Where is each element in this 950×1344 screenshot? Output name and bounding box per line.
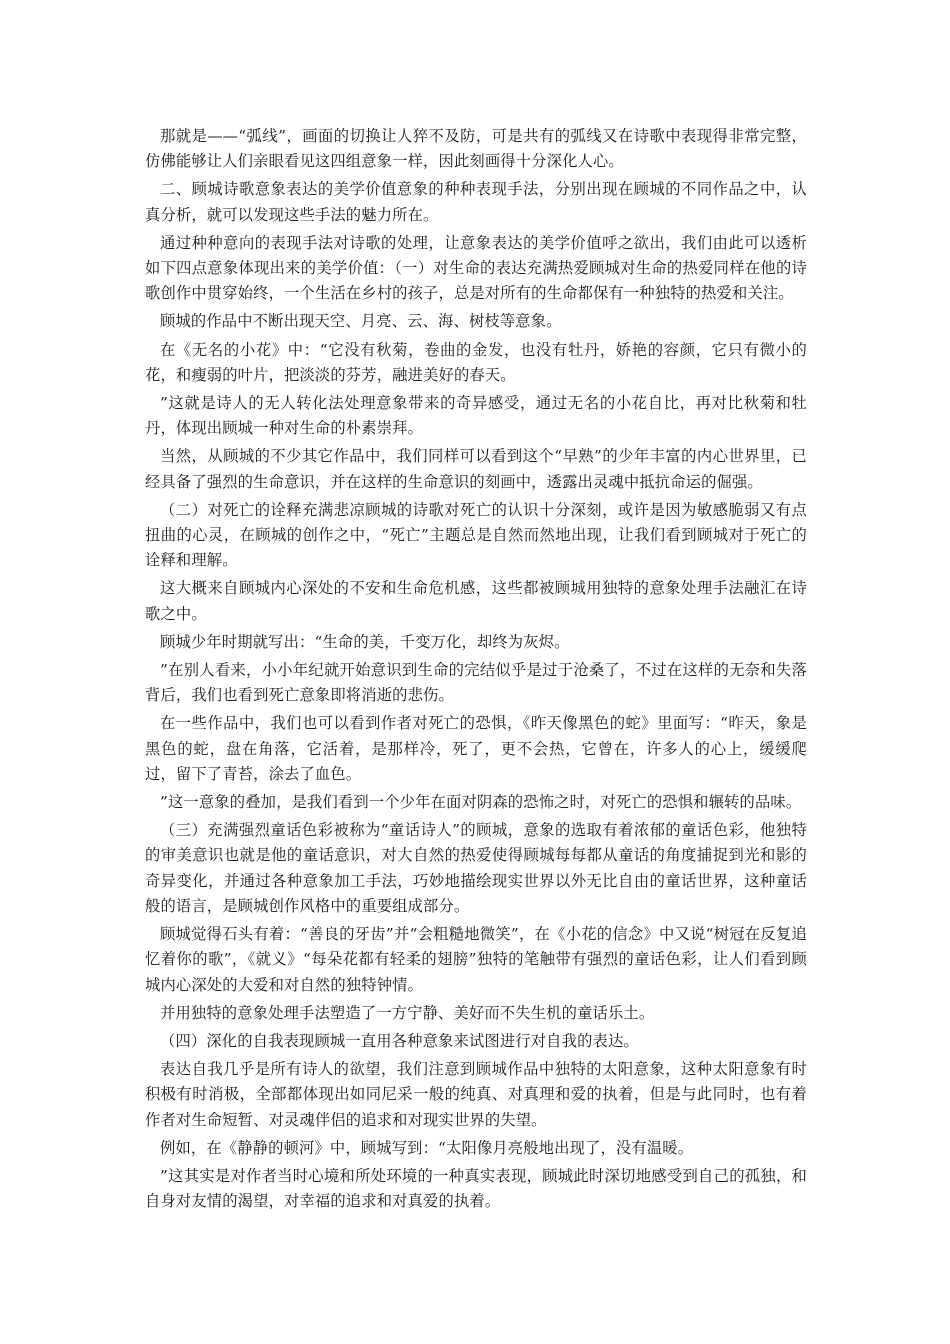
paragraph-11: ”在别人看来，小小年纪就开始意识到生命的完结似乎是过于沧桑了，不过在这样的无奈和失落背后，我们也看到死亡意象即将消逝的悲伤。	[145, 661, 807, 705]
paragraph-2: 二、顾城诗歌意象表达的美学价值意象的种种表现手法，分别出现在顾城的不同作品之中，认真分析，就可以发现这些手法的魅力所在。	[145, 180, 807, 224]
paragraph-16: 并用独特的意象处理手法塑造了一方宁静、美好而不失生机的童话乐土。	[160, 1003, 655, 1022]
paragraph-12: 在一些作品中，我们也可以看到作者对死亡的恐惧，《昨天像黑色的蛇》里面写：“昨天，象是黑色的蛇，盘在角落，它活着，是那样冷，死了，更不会热，它曾在，许多人的心上，缓缓爬过，留下了青苔，涂去了血色。	[145, 714, 807, 783]
paragraph-20: ”这其实是对作者当时心境和所处环境的一种真实表现，顾城此时深切地感受到自己的孤独，和自身对友情的渴望，对幸福的追求和对真爱的执着。	[145, 1166, 807, 1211]
paragraph-3: 通过种种意向的表现手法对诗歌的处理，让意象表达的美学价值呼之欲出，我们由此可以透析如下四点意象体现出来的美学价值：（一）对生命的表达充满热爱顾城对生命的热爱同样在他的诗歌创作中贯穿始终，一个生活在乡村的孩子，总是对所有的生命都保有一种独特的热爱和关注。	[145, 233, 807, 303]
paragraph-9: 这大概来自顾城内心深处的不安和生命危机感，这些都被顾城用独特的意象处理手法融汇在诗歌之中。	[145, 579, 807, 623]
paragraph-18: 表达自我几乎是所有诗人的欲望，我们注意到顾城作品中独特的太阳意象，这种太阳意象有时积极有时消极，全部都体现出如同尼采一般的纯真、对真理和爱的执着，但是与此同时，也有着作者对生命短暂、对灵魂伴侣的追求和对现实世界的失望。	[145, 1060, 807, 1129]
paragraph-15: 顾城觉得石头有着：“善良的牙齿”并“会粗糙地微笑”，在《小花的信念》中又说“树冠在反复追忆着你的歌”，《就义》“每朵花都有轻柔的翅膀”独特的笔触带有强烈的童话色彩，让人们看到顾城内心深处的大爱和对自然的独特钟情。	[145, 925, 807, 994]
paragraph-1: 那就是——“弧线”，画面的切换让人猝不及防，可是共有的弧线又在诗歌中表现得非常完整，仿佛能够让人们亲眼看见这四组意象一样，因此刻画得十分深化人心。	[145, 127, 807, 171]
paragraph-5: 在《无名的小花》中：“它没有秋菊，卷曲的金发，也没有牡丹，娇艳的容颜，它只有微小的花，和瘦弱的叶片，把淡淡的芬芳，融进美好的春天。	[145, 340, 807, 384]
paragraph-7: 当然，从顾城的不少其它作品中，我们同样可以看到这个“早熟”的少年丰富的内心世界里，已经具备了强烈的生命意识，并在这样的生命意识的刻画中，透露出灵魂中抵抗命运的倔强。	[145, 447, 807, 491]
paragraph-13: ”这一意象的叠加，是我们看到一个少年在面对阴森的恐怖之时，对死亡的恐惧和辗转的品味。	[160, 793, 802, 812]
paragraph-10: 顾城少年时期就写出：“生命的美，千变万化，却终为灰烬。	[160, 632, 570, 651]
paragraph-4: 顾城的作品中不断出现天空、月亮、云、海、树枝等意象。	[160, 312, 562, 331]
paragraph-17: （四）深化的自我表现顾城一直用各种意象来试图进行对自我的表达。	[160, 1031, 639, 1050]
paragraph-19: 例如，在《静静的顿河》中，顾城写到：“太阳像月亮般地出现了，没有温暖。	[160, 1138, 694, 1157]
paragraph-14: （三）充满强烈童话色彩被称为“童话诗人”的顾城，意象的选取有着浓郁的童话色彩，他独特的审美意识也就是他的童话意识，对大自然的热爱使得顾城每每都从童话的角度捕捉到光和影的奇异变化，并通过各种意象加工手法，巧妙地描绘现实世界以外无比自由的童话世界，这种童话般的语言，是顾城创作风格中的重要组成部分。	[145, 821, 807, 915]
paragraph-8: （二）对死亡的诠释充满悲凉顾城的诗歌对死亡的认识十分深刻，或许是因为敏感脆弱又有点扭曲的心灵，在顾城的创作之中，“死亡”主题总是自然而然地出现，让我们看到顾城对于死亡的诠释和理解。	[145, 500, 807, 570]
paragraph-6: ”这就是诗人的无人转化法处理意象带来的奇异感受，通过无名的小花自比，再对比秋菊和牡丹，体现出顾城一种对生命的朴素崇拜。	[145, 394, 807, 438]
document-body	[145, 124, 807, 1217]
